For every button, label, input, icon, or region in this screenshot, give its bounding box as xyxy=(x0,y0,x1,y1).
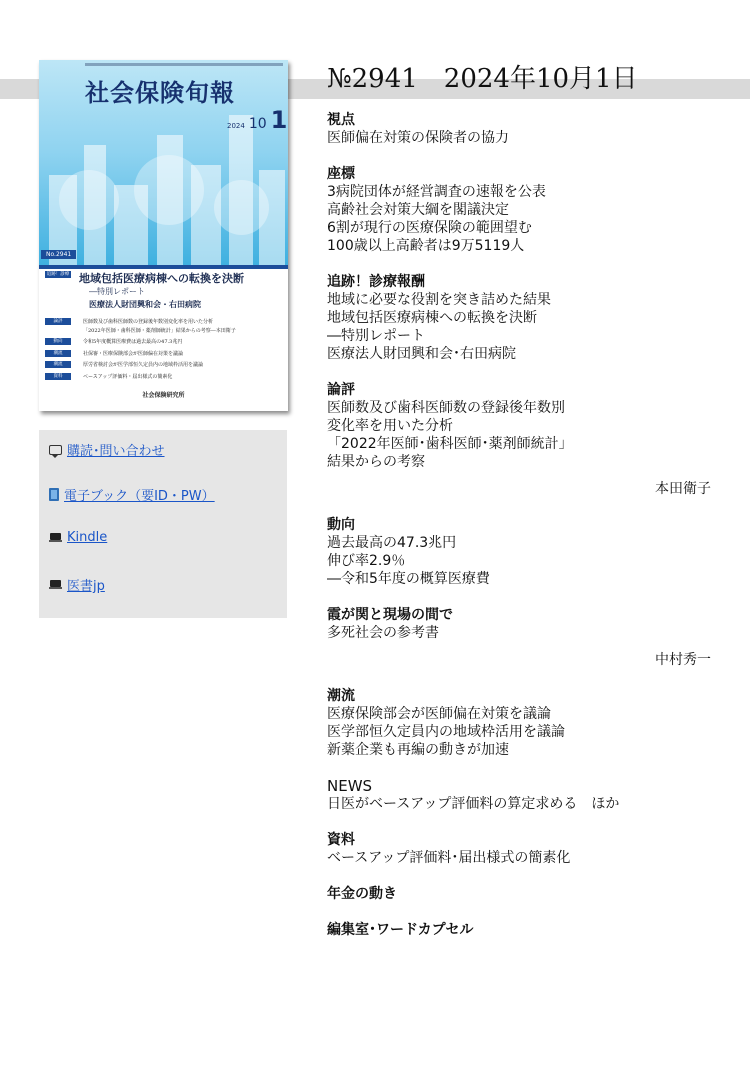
section-item: 100歳以上高齢者は9万5119人 xyxy=(327,238,525,254)
link-kindle-label[interactable]: Kindle xyxy=(67,530,108,545)
section-title: 視点 xyxy=(327,112,355,128)
table-of-contents xyxy=(327,112,717,958)
section-item: 医学部恒久定員内の地域枠活用を議論 xyxy=(327,724,565,740)
section-item: ベースアップ評価料･届出様式の簡素化 xyxy=(327,850,571,866)
cover-line: ベースアップ評価料・届出様式の簡素化 xyxy=(83,374,173,380)
link-ebook[interactable] xyxy=(49,485,215,504)
section-kasumigaseki xyxy=(327,607,717,669)
link-ishojp[interactable] xyxy=(49,575,105,594)
links-panel xyxy=(39,430,287,618)
section-item: 結果からの考察 xyxy=(327,454,425,470)
cover-line: 社保審・医療保険部会が医師偏在対策を議論 xyxy=(83,351,184,357)
section-item: 「2022年医師･歯科医師･薬剤師統計」 xyxy=(327,436,573,452)
cover-building xyxy=(157,135,183,265)
cover-publisher: 社会保険研究所 xyxy=(142,392,185,399)
ebook-icon xyxy=(49,488,59,501)
cover-date: 2024 10 1 xyxy=(227,106,288,134)
cover-tag: 論評 xyxy=(45,318,71,325)
section-title: 追跡！診療報酬 xyxy=(327,274,425,290)
section-item: ―特別レポート xyxy=(327,328,425,344)
section-choryu xyxy=(327,688,717,759)
section-henshu xyxy=(327,922,717,939)
section-item: 高齢社会対策大綱を閣議決定 xyxy=(327,202,509,218)
section-item: 新薬企業も再編の動きが加速 xyxy=(327,742,509,758)
chat-icon xyxy=(49,445,62,455)
cover-tag: 潮流 xyxy=(45,350,71,357)
cover-tag: 追跡！診療報酬 xyxy=(46,272,70,284)
section-zahyo xyxy=(327,166,717,255)
section-doko xyxy=(327,517,717,588)
section-item: 地域に必要な役割を突き詰めた結果 xyxy=(327,292,551,308)
section-title: 年金の動き xyxy=(327,886,397,902)
section-title: 動向 xyxy=(327,517,355,533)
section-item: 伸び率2.9％ xyxy=(327,553,406,569)
link-ishojp-label[interactable]: 医書jp xyxy=(67,579,105,594)
cover-line: 「2022年医師・歯科医師・薬剤師統計」結果からの考察―本田衛子 xyxy=(83,328,236,334)
section-tsuiseki xyxy=(327,274,717,363)
section-item: 医療法人財団興和会･右田病院 xyxy=(327,346,516,362)
section-title: 論評 xyxy=(327,382,355,398)
cover-line: 厚労省検討会が医学部恒久定員内の地域枠活用を議論 xyxy=(83,362,204,368)
section-title: 資料 xyxy=(327,832,355,848)
section-title: 編集室･ワードカプセル xyxy=(327,922,474,938)
cover-subtitle: 医療法人財団興和会・右田病院 xyxy=(89,299,201,309)
section-title: 潮流 xyxy=(327,688,355,704)
link-subscribe[interactable] xyxy=(49,440,165,459)
section-item: 多死社会の参考書 xyxy=(327,625,439,641)
laptop-icon xyxy=(49,580,62,590)
cover-headline: 地域包括医療病棟への転換を決断 xyxy=(79,272,244,285)
section-ronpyo xyxy=(327,382,717,498)
cover-tag: 資料 xyxy=(45,373,71,380)
cover-building xyxy=(229,115,253,265)
section-shiryo xyxy=(327,832,717,867)
cover-fineprint xyxy=(85,63,283,66)
author-name: 中村秀一 xyxy=(655,652,711,668)
section-item: 過去最高の47.3兆円 xyxy=(327,535,457,551)
section-item: 6割が現行の医療保険の範囲望む xyxy=(327,220,532,236)
section-item: 日医がベースアップ評価料の算定求める ほか xyxy=(327,796,620,812)
author-name: 本田衛子 xyxy=(655,481,711,497)
cover-image xyxy=(39,60,288,411)
section-title: 座標 xyxy=(327,166,355,182)
section-item: 変化率を用いた分析 xyxy=(327,418,453,434)
section-shiten xyxy=(327,112,717,147)
link-subscribe-label[interactable]: 購読･問い合わせ xyxy=(67,444,165,459)
section-item: 地域包括医療病棟への転換を決断 xyxy=(327,310,537,326)
laptop-icon xyxy=(49,533,62,543)
cover-building xyxy=(114,185,148,265)
cover-building xyxy=(191,165,221,265)
cover-building xyxy=(259,170,285,265)
cover-tag: 動向 xyxy=(45,338,71,345)
cover-tag: 潮流 xyxy=(45,361,71,368)
section-news xyxy=(327,778,717,813)
cover-line: 医師数及び歯科医師数の登録後年数別変化率を用いた分析 xyxy=(83,319,214,325)
section-item: ―令和5年度の概算医療費 xyxy=(327,571,490,587)
cover-line: 令和5年度概算医療費は過去最高の47.3兆円 xyxy=(83,339,183,345)
section-item: 医師数及び歯科医師数の登録後年数別 xyxy=(327,400,565,416)
cover-issue-no: No.2941 xyxy=(41,250,76,259)
link-kindle[interactable] xyxy=(49,530,107,545)
section-title: NEWS xyxy=(327,777,373,795)
section-item: 3病院団体が経営調査の速報を公表 xyxy=(327,184,546,200)
section-item: 医師偏在対策の保険者の協力 xyxy=(327,130,509,146)
cover-masthead: 社会保険旬報 xyxy=(85,79,235,107)
cover-subtitle: ―特別レポート xyxy=(89,287,145,296)
link-ebook-label[interactable]: 電子ブック（要ID・PW） xyxy=(64,489,215,504)
section-title: 霞が関と現場の間で xyxy=(327,607,453,623)
section-item: 医療保険部会が医師偏在対策を議論 xyxy=(327,706,551,722)
section-nenkin xyxy=(327,886,717,903)
issue-heading: №2941 2024年10月1日 xyxy=(327,64,638,94)
cover-building xyxy=(84,145,106,265)
